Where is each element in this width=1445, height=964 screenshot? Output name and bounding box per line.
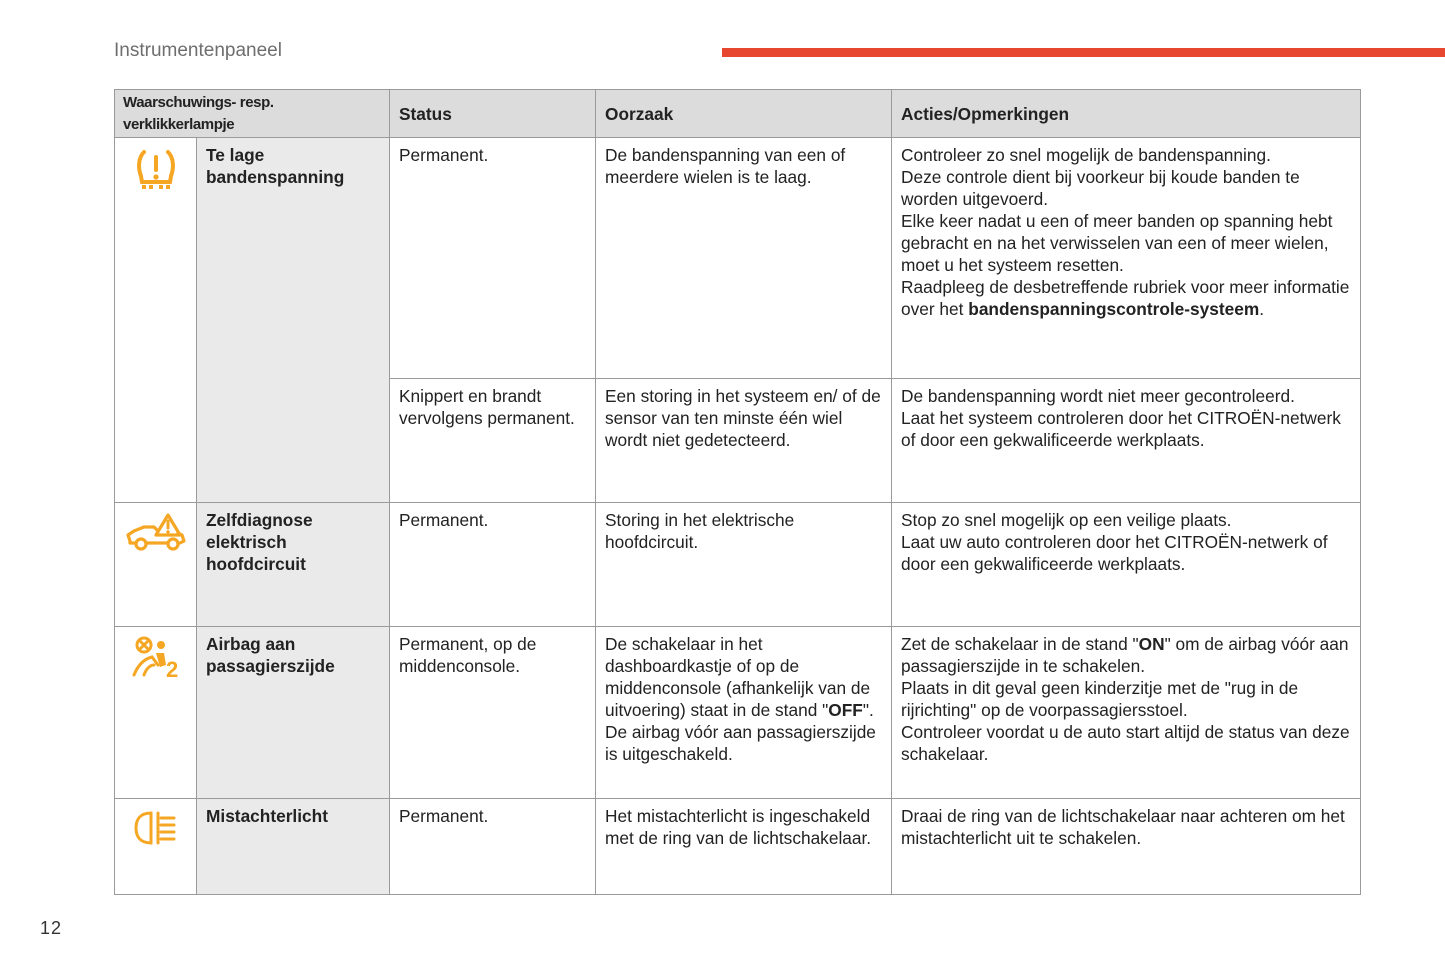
lamp-name-rear-fog-light: Mistachterlicht xyxy=(197,799,390,895)
cause-line: De airbag vóór aan passagierszijde is uitgeschakeld. xyxy=(605,722,876,764)
cause-cell xyxy=(596,627,892,799)
lamp-icon-cell xyxy=(115,627,197,799)
status-cell: Permanent. xyxy=(390,799,596,895)
lamp-icon-cell xyxy=(115,799,197,895)
table-row xyxy=(115,799,1361,895)
action-line: Controleer voordat u de auto start altijd de status van deze schakelaar. xyxy=(901,722,1350,764)
lamp-name-electrical-circuit: Zelfdiagnose elektrisch hoofdcircuit xyxy=(197,503,390,627)
column-header-status: Status xyxy=(390,90,596,138)
action-line: Laat uw auto controleren door het CITROËN-netwerk of door een gekwalificeerde werkplaats. xyxy=(901,532,1328,574)
action-text: Zet de schakelaar in de stand " xyxy=(901,634,1139,654)
status-cell: Knippert en brandt vervolgens permanent. xyxy=(390,379,596,503)
table-row xyxy=(115,627,1361,799)
action-line: Draai de ring van de lichtschakelaar naar achteren om het mistachterlicht uit te schakelen. xyxy=(901,806,1345,848)
cause-cell: Een storing in het systeem en/ of de sensor van ten minste één wiel wordt niet gedetecteerd. xyxy=(596,379,892,503)
car-fault-warning-icon xyxy=(124,511,188,555)
cause-cell: De bandenspanning van een of meerdere wielen is te laag. xyxy=(596,138,892,379)
actions-cell xyxy=(892,379,1361,503)
cause-cell: Storing in het elektrische hoofdcircuit. xyxy=(596,503,892,627)
cause-line xyxy=(605,633,883,721)
rear-fog-light-icon xyxy=(131,807,181,849)
action-line: Plaats in dit geval geen kinderzitje met de "rug in de rijrichting" op de voorpassagiersstoel. xyxy=(901,678,1299,720)
table-header-row xyxy=(115,90,1361,138)
table-row xyxy=(115,503,1361,627)
page-number: 12 xyxy=(40,918,63,938)
warning-lamps-table xyxy=(114,89,1361,895)
column-header-actions: Acties/Opmerkingen xyxy=(892,90,1361,138)
action-bold: ON xyxy=(1138,634,1165,654)
action-line: Controleer zo snel mogelijk de bandenspanning. xyxy=(901,145,1271,165)
action-line: Laat het systeem controleren door het CITROËN-netwerk of door een gekwalificeerde werkplaats. xyxy=(901,408,1341,450)
header-accent-bar xyxy=(722,48,1445,57)
lamp-name-tyre-pressure: Te lage bandenspanning xyxy=(197,138,390,503)
column-header-lamp: Waarschuwings- resp. verklikkerlampje xyxy=(115,90,390,138)
lamp-icon-cell xyxy=(115,503,197,627)
action-ref-text: Raadpleeg de desbetreffende rubriek voor meer informatie over het xyxy=(901,277,1350,319)
status-cell: Permanent, op de middenconsole. xyxy=(390,627,596,799)
action-line xyxy=(901,276,1352,320)
cause-cell: Het mistachterlicht is ingeschakeld met de ring van de lichtschakelaar. xyxy=(596,799,892,895)
section-title: Instrumentenpaneel xyxy=(114,40,282,61)
lamp-icon-cell xyxy=(115,138,197,503)
cause-bold: OFF xyxy=(828,700,863,720)
actions-cell xyxy=(892,503,1361,627)
status-cell: Permanent. xyxy=(390,503,596,627)
tyre-pressure-warning-icon xyxy=(132,146,180,194)
column-header-cause: Oorzaak xyxy=(596,90,892,138)
actions-cell xyxy=(892,627,1361,799)
table-row xyxy=(115,138,1361,379)
action-ref-bold: bandenspanningscontrole-systeem xyxy=(968,299,1260,319)
action-line: De bandenspanning wordt niet meer gecontroleerd. xyxy=(901,386,1295,406)
action-ref-suffix: . xyxy=(1259,299,1265,319)
cause-text: De schakelaar in het dashboardkastje of op de middenconsole (afhankelijk van de uitvoering) staat in de stand " xyxy=(605,634,871,720)
passenger-airbag-off-icon xyxy=(130,635,182,681)
action-line: Deze controle dient bij voorkeur bij koude banden te worden uitgevoerd. xyxy=(901,167,1300,209)
status-cell: Permanent. xyxy=(390,138,596,379)
lamp-name-airbag: Airbag aan passagierszijde xyxy=(197,627,390,799)
action-line: Elke keer nadat u een of meer banden op spanning hebt gebracht en na het verwisselen van een of meer wielen, moet u het systeem resetten. xyxy=(901,211,1333,275)
actions-cell xyxy=(892,799,1361,895)
actions-cell xyxy=(892,138,1361,379)
cause-text-end: ". xyxy=(862,700,874,720)
svg-text:2: 2 xyxy=(165,657,178,681)
action-line xyxy=(901,633,1352,677)
action-line: Stop zo snel mogelijk op een veilige plaats. xyxy=(901,510,1232,530)
action-text-end: " om de airbag vóór aan passagierszijde in te schakelen. xyxy=(901,634,1349,676)
